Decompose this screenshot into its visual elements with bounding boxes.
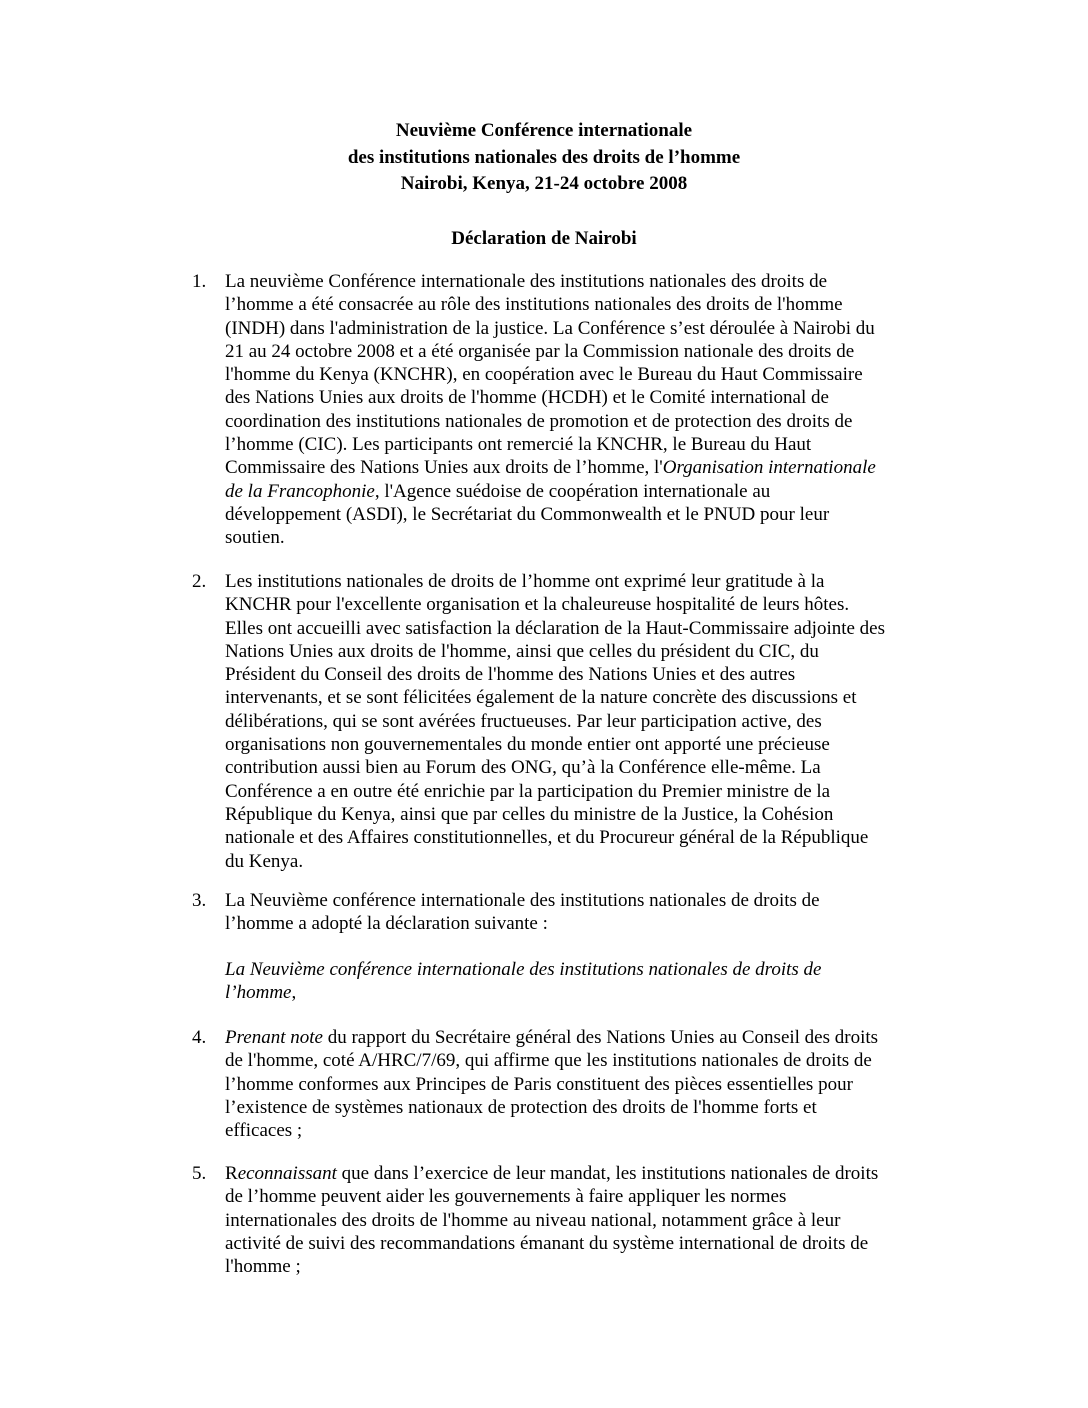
italic-run: econnaissant: [237, 1163, 337, 1184]
paragraph-number: 5.: [192, 1163, 207, 1184]
text-run: l’homme a été consacrée au rôle des institutions nationales des droits de l'homme: [225, 294, 843, 316]
paragraph-body: [225, 270, 935, 550]
header-line-3: Nairobi, Kenya, 21-24 octobre 2008: [400, 173, 688, 194]
text-run: l'homme du Kenya (KNCHR), en coopération avec le Bureau du Haut Commissaire: [225, 364, 863, 386]
text-line: [225, 663, 935, 686]
text-run: internationales des droits de l'homme au niveau national, notamment grâce à leur: [225, 1209, 841, 1231]
text-line: [225, 526, 935, 549]
text-line: [225, 1096, 935, 1119]
text-line: [225, 1255, 935, 1278]
text-line: [225, 1049, 935, 1072]
text-line: [225, 363, 935, 386]
text-run: KNCHR pour l'excellente organisation et la chaleureuse hospitalité de leurs hôtes.: [225, 594, 850, 616]
text-run: l’homme a adopté la déclaration suivante :: [225, 913, 548, 935]
text-run: La neuvième Conférence internationale des institutions nationales des droits de: [225, 271, 828, 292]
text-run: l’homme conformes aux Principes de Paris constituent des pièces essentielles pour: [225, 1073, 853, 1095]
text-line: [225, 503, 935, 526]
text-run: Les institutions nationales de droits de l’homme ont exprimé leur gratitude à la: [225, 571, 825, 592]
italic-run: Prenant note: [225, 1027, 323, 1048]
text-line: [225, 850, 935, 873]
text-line: [225, 480, 935, 503]
text-line: [225, 1119, 935, 1142]
text-run: ,: [291, 982, 297, 1004]
text-line: [225, 1026, 935, 1049]
text-line: [225, 981, 935, 1004]
text-line: [225, 756, 935, 779]
text-line: [225, 686, 935, 709]
italic-run: l’homme: [225, 982, 292, 1004]
declaration-title: [0, 226, 1088, 253]
text-run: soutien.: [225, 527, 285, 549]
text-line: [225, 410, 935, 433]
paragraph-body: [225, 958, 935, 1005]
text-run: développement (ASDI), le Secrétariat du Commonwealth et le PNUD pour leur: [225, 503, 830, 525]
text-run: du rapport du Secrétaire général des Nations Unies au Conseil des droits: [322, 1027, 879, 1048]
paragraph-number: 4.: [192, 1027, 207, 1048]
text-line: [225, 386, 935, 409]
paragraph-number: 1.: [192, 271, 207, 292]
text-line: [225, 293, 935, 316]
text-line: [225, 1232, 935, 1255]
text-line: [225, 1073, 935, 1096]
text-run: nationale et des Affaires constitutionnelles, et du Procureur général de la République: [225, 827, 869, 849]
text-line: [225, 826, 935, 849]
text-line: [225, 958, 935, 981]
italic-run: La Neuvième conférence internationale des institutions nationales de droits de: [225, 959, 822, 980]
text-run: Commissaire des Nations Unies aux droits de l’homme, l': [225, 457, 663, 479]
text-run: Elles ont accueilli avec satisfaction la déclaration de la Haut-Commissaire adjointe des: [225, 617, 886, 639]
text-run: organisations non gouvernementales du monde entier ont apporté une précieuse: [225, 734, 830, 756]
text-line: [225, 710, 935, 733]
italic-run: Organisation internationale: [662, 457, 876, 479]
paragraph-body: [225, 1162, 935, 1278]
text-line: [225, 317, 935, 340]
text-line: [225, 803, 935, 826]
text-line: [225, 617, 935, 640]
text-line: [225, 1185, 935, 1208]
text-line: [225, 456, 935, 479]
text-run: contribution aussi bien au Forum des ONG, qu’à la Conférence elle-même. La: [225, 757, 821, 779]
text-run: l'homme ;: [225, 1256, 301, 1278]
header-line-1: Neuvième Conférence internationale: [395, 120, 693, 141]
text-line: [225, 1209, 935, 1232]
text-run: , l'Agence suédoise de coopération internationale au: [374, 480, 771, 502]
text-run: l’existence de systèmes nationaux de protection des droits de l'homme forts et: [225, 1096, 817, 1118]
paragraph-number: 2.: [192, 571, 207, 592]
paragraph-body: [225, 1026, 935, 1142]
text-run: efficaces ;: [225, 1120, 303, 1142]
text-run: des Nations Unies aux droits de l'homme (HCDH) et le Comité international de: [225, 387, 829, 409]
text-line: [225, 640, 935, 663]
text-line: [225, 780, 935, 803]
text-line: [225, 733, 935, 756]
text-run: l’homme (CIC). Les participants ont remercié la KNCHR, le Bureau du Haut: [225, 434, 812, 456]
text-run: Conférence a en outre été enrichie par la participation du Premier ministre de la: [225, 780, 831, 802]
text-run: (INDH) dans l'administration de la justice. La Conférence s’est déroulée à Nairobi du: [225, 317, 875, 339]
text-run: intervenants, et se sont félicitées également de la nature concrète des discussions et: [225, 687, 857, 709]
paragraph-body: [225, 889, 935, 936]
text-run: Nations Unies aux droits de l'homme, ainsi que celles du président du CIC, du: [225, 640, 819, 662]
text-run: R: [225, 1163, 238, 1184]
paragraph-body: [225, 570, 935, 873]
declaration-title-text: Déclaration de Nairobi: [451, 228, 637, 249]
text-run: délibérations, qui se sont avérées fructueuses. Par leur participation active, des: [225, 710, 822, 732]
text-run: du Kenya.: [225, 850, 304, 872]
text-run: Président du Conseil des droits de l'homme des Nations Unies et des autres: [225, 664, 796, 686]
italic-run: de la Francophonie: [225, 480, 375, 502]
text-line: [225, 593, 935, 616]
text-run: coordination des institutions nationales de promotion et de protection des droits de: [225, 410, 853, 432]
text-run: de l’homme peuvent aider les gouvernements à faire appliquer les normes: [225, 1186, 787, 1208]
text-run: 21 au 24 octobre 2008 et a été organisée par la Commission nationale des droits de: [225, 340, 855, 362]
text-line: [225, 889, 935, 912]
text-line: [225, 433, 935, 456]
text-run: que dans l’exercice de leur mandat, les institutions nationales de droits: [336, 1163, 879, 1184]
text-run: République du Kenya, ainsi que par celles du ministre de la Justice, la Cohésion: [225, 803, 834, 825]
conference-header: [0, 118, 1088, 198]
text-line: [225, 570, 935, 593]
header-line-2: des institutions nationales des droits de l’homme: [347, 146, 741, 168]
paragraph-number: 3.: [192, 890, 207, 911]
text-line: [225, 270, 935, 293]
text-run: activité de suivi des recommandations émanant du système international de droits de: [225, 1232, 869, 1254]
text-line: [225, 1162, 935, 1185]
text-line: [225, 340, 935, 363]
text-run: de l'homme, coté A/HRC/7/69, qui affirme que les institutions nationales de droits de: [225, 1050, 872, 1072]
text-run: La Neuvième conférence internationale des institutions nationales de droits de: [225, 890, 820, 911]
text-line: [225, 912, 935, 935]
